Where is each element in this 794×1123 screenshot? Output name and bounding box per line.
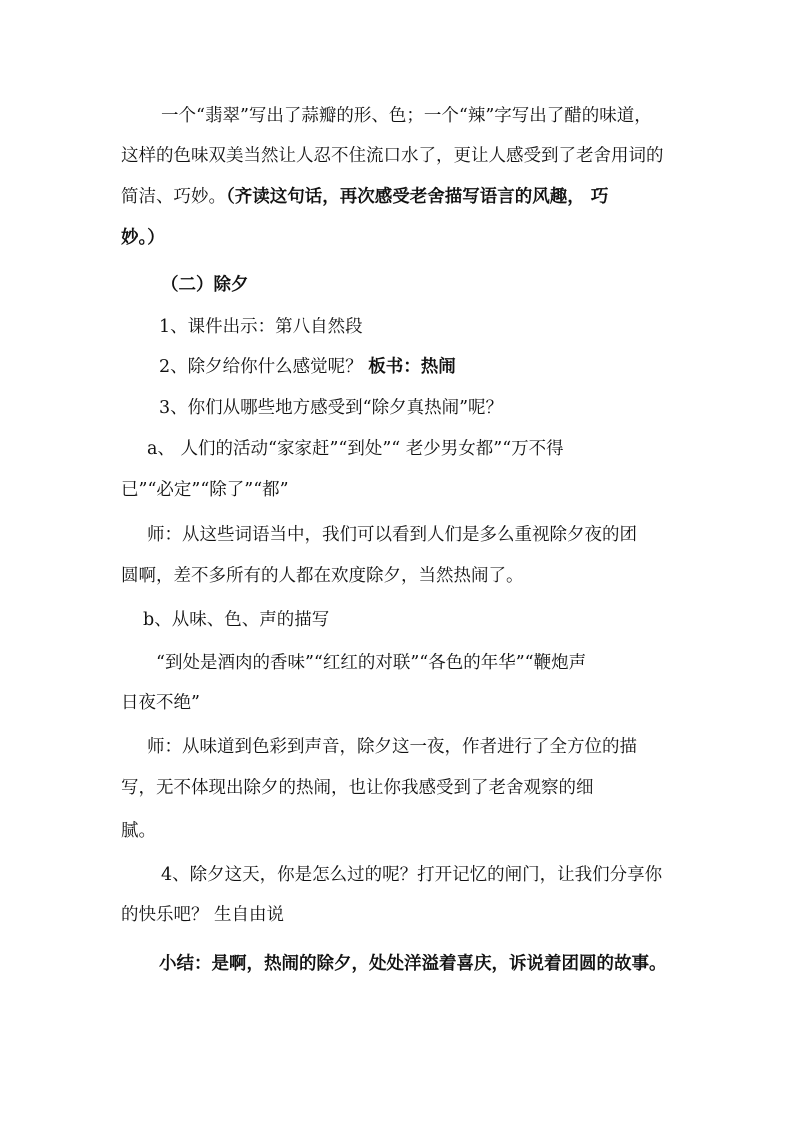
teacher-line: 师：从味道到色彩到声音，除夕这一夜，作者进行了全方位的描 [147,737,637,757]
sub-item: 已”“必定”“除了”“都” [121,480,289,500]
quote-line: 日夜不绝” [121,693,200,713]
paragraph-line: 妙。） [121,228,165,248]
teacher-line: 腻。 [121,821,156,841]
plain-text: 简洁、巧妙。 [121,187,226,207]
paragraph-line: 这样的色味双美当然让人忍不住流口水了，更让人感受到了老舍用词的 [121,146,664,166]
sub-item: a、 人们的活动“家家赶”“到处”“ 老少男女都”“万不得 [147,439,564,459]
list-item: 的快乐吧？ 生自由说 [121,905,285,925]
teacher-line: 圆啊，差不多所有的人都在欢度除夕，当然热闹了。 [121,566,524,586]
bold-text: （齐读这句话，再次感受老舍描写语言的风趣， 巧 [226,187,609,207]
board-note: 板书：热闹 [368,357,456,377]
plain-text: 2、除夕给你什么感觉呢？ [159,357,369,377]
section-heading: （二）除夕 [161,275,249,295]
quote-line: “到处是酒肉的香味”“红红的对联”“各色的年华”“鞭炮声 [156,653,587,673]
list-item: 3、你们从哪些地方感受到“除夕真热闹”呢？ [159,398,504,418]
summary-line: 小结：是啊，热闹的除夕，处处洋溢着喜庆，诉说着团圆的故事。 [159,954,667,974]
teacher-line: 写，无不体现出除夕的热闹，也让你我感受到了老舍观察的细 [121,778,594,798]
sub-item: b、从味、色、声的描写 [143,610,330,630]
paragraph-line: 一个“翡翠”写出了蒜瓣的形、色；一个“辣”字写出了醋的味道， [161,106,652,126]
list-item: 4、除夕这天，你是怎么过的呢？打开记忆的闸门，让我们分享你 [161,865,663,885]
paragraph-line [121,186,608,208]
list-item [159,356,456,378]
list-item: 1、课件出示：第八自然段 [159,317,363,337]
teacher-line: 师：从这些词语当中，我们可以看到人们是多么重视除夕夜的团 [147,525,637,545]
